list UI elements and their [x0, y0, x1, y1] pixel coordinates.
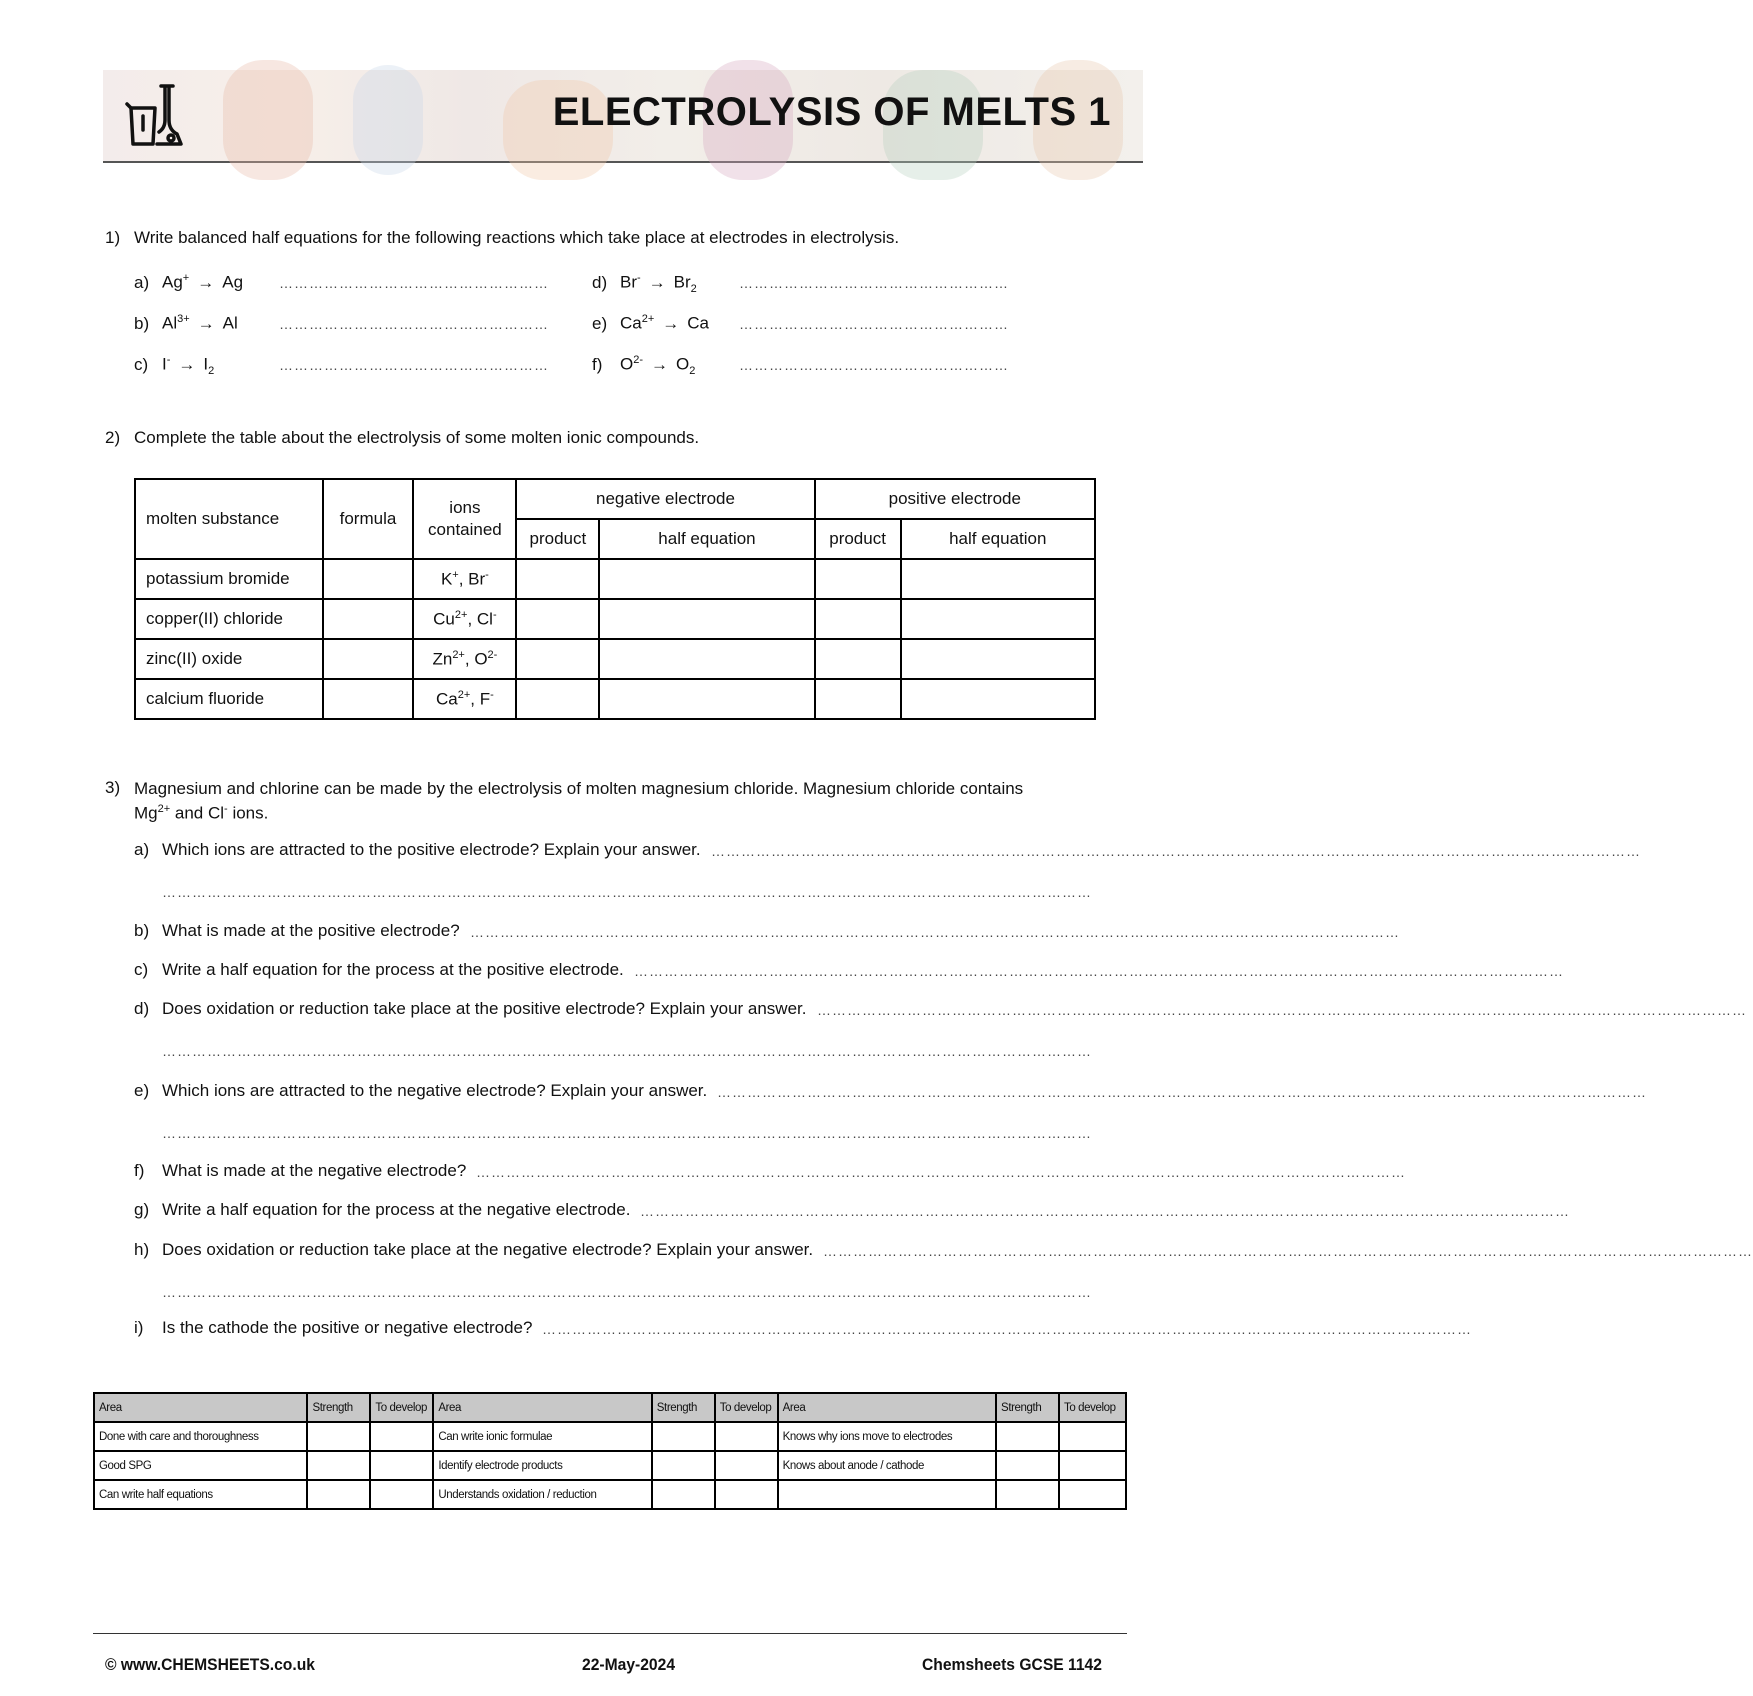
arrow: →: [197, 313, 215, 333]
ion-charge: -: [490, 688, 494, 701]
table-row: [135, 599, 1095, 639]
header-product: product: [815, 519, 901, 559]
answer-line[interactable]: ………………………………………………: [739, 275, 1009, 291]
ion: Ca: [436, 689, 458, 709]
equation-item: [134, 272, 243, 295]
answer-line[interactable]: ………………………………………………: [739, 357, 1009, 373]
negative-product-cell[interactable]: [516, 639, 599, 679]
answer-line-inline[interactable]: ……………………………………………………………………………………………………………………………………………………………………: [634, 963, 1564, 979]
formula-cell[interactable]: [323, 639, 414, 679]
header-half-equation: half equation: [599, 519, 814, 559]
equation-item: [134, 313, 238, 336]
negative-half-equation-cell[interactable]: [599, 559, 814, 599]
answer-line-inline[interactable]: ……………………………………………………………………………………………………………………………………………………………………: [640, 1203, 1570, 1219]
strength-checkbox[interactable]: [652, 1480, 715, 1509]
part-label: f): [134, 1161, 145, 1180]
answer-line[interactable]: ………………………………………………: [279, 316, 549, 332]
answer-line-inline[interactable]: ……………………………………………………………………………………………………………………………………………………………………: [717, 1084, 1647, 1100]
formula-cell[interactable]: [323, 679, 414, 719]
footer-date: 22-May-2024: [582, 1655, 676, 1674]
develop-checkbox[interactable]: [370, 1422, 433, 1451]
strength-header: Strength: [652, 1393, 715, 1422]
part-label: c): [134, 960, 149, 979]
part-question: Which ions are attracted to the positive electrode? Explain your answer.: [162, 840, 701, 859]
ions-cell: $Zn^{2+}$, $O^{2-}$: [413, 639, 516, 679]
answer-line[interactable]: ……………………………………………………………………………………………………………………………………………………………………: [162, 1043, 1092, 1059]
positive-product-cell[interactable]: [815, 559, 901, 599]
ions-cell: $Cu^{2+}$, Cl-: [413, 599, 516, 639]
product: Ag: [222, 272, 244, 292]
reactant: O: [620, 354, 634, 374]
ions-cell: K+, Br-: [413, 559, 516, 599]
answer-line[interactable]: ……………………………………………………………………………………………………………………………………………………………………: [162, 884, 1092, 900]
reactant-charge: 2+: [641, 313, 655, 325]
question-number: 1): [105, 228, 121, 247]
area-cell: Can write ionic formulae: [433, 1422, 651, 1451]
ion: O: [474, 649, 488, 669]
electrolysis-table: [134, 478, 1096, 720]
ion-formula: Mg: [134, 803, 158, 823]
lab-glassware-icon: [121, 80, 193, 152]
reactant: Al: [162, 313, 178, 333]
area-cell: Can write half equations: [94, 1480, 307, 1509]
answer-line-inline[interactable]: ……………………………………………………………………………………………………………………………………………………………………: [711, 843, 1641, 859]
table-row: [135, 559, 1095, 599]
ion-charge: -: [492, 608, 497, 621]
strength-checkbox[interactable]: [307, 1480, 370, 1509]
develop-checkbox[interactable]: [370, 1451, 433, 1480]
reactant-charge: 3+: [177, 313, 190, 325]
product: Al: [222, 313, 238, 333]
answer-line[interactable]: ……………………………………………………………………………………………………………………………………………………………………: [162, 1125, 1092, 1141]
answer-line[interactable]: ………………………………………………: [279, 357, 549, 373]
product: O: [676, 354, 690, 374]
footer-sheet-id: Chemsheets GCSE 1142: [922, 1655, 1102, 1674]
develop-checkbox[interactable]: [370, 1480, 433, 1509]
answer-line-inline[interactable]: ……………………………………………………………………………………………………………………………………………………………………: [823, 1243, 1753, 1259]
assessment-row: [94, 1422, 1126, 1451]
ion-charge: 2+: [157, 803, 171, 815]
answer-line[interactable]: ………………………………………………: [739, 316, 1009, 332]
develop-checkbox[interactable]: [715, 1422, 778, 1451]
item-label: f): [592, 354, 603, 374]
header-molten-substance: molten substance: [135, 479, 323, 559]
footer-divider: [93, 1633, 1127, 1634]
part-question: Which ions are attracted to the negative electrode? Explain your answer.: [162, 1081, 708, 1100]
reactant: Br: [620, 272, 637, 292]
question-number: 2): [105, 428, 121, 447]
assessment-grid: [93, 1392, 1127, 1510]
negative-half-equation-cell[interactable]: [599, 679, 814, 719]
negative-half-equation-cell[interactable]: [599, 639, 814, 679]
header-negative-electrode: negative electrode: [516, 479, 814, 519]
part-label: d): [134, 999, 150, 1018]
item-label: e): [592, 313, 608, 333]
develop-checkbox[interactable]: [715, 1480, 778, 1509]
area-header: Area: [778, 1393, 996, 1422]
substance-cell: calcium fluoride: [135, 679, 323, 719]
assessment-row: [94, 1451, 1126, 1480]
strength-checkbox[interactable]: [652, 1451, 715, 1480]
ion: F: [479, 689, 491, 709]
substance-cell: potassium bromide: [135, 559, 323, 599]
answer-line[interactable]: ………………………………………………: [279, 275, 549, 291]
product: Br: [673, 272, 691, 292]
area-cell: Understands oxidation / reduction: [433, 1480, 651, 1509]
question-number: 3): [105, 778, 121, 797]
equation-item: [134, 354, 214, 377]
part-label: a): [134, 840, 150, 859]
question-text: Write balanced half equations for the following reactions which take place at electrodes in electrolysis.: [134, 228, 900, 247]
item-label: c): [134, 354, 149, 374]
ion: Br: [468, 569, 486, 589]
part-label: i): [134, 1318, 144, 1337]
develop-checkbox[interactable]: [1059, 1480, 1126, 1509]
part-label: e): [134, 1081, 150, 1100]
part-question: What is made at the negative electrode?: [162, 1161, 467, 1180]
part-question: What is made at the positive electrode?: [162, 921, 460, 940]
negative-product-cell[interactable]: [516, 679, 599, 719]
header-ions: ions contained: [413, 479, 516, 559]
strength-checkbox[interactable]: [996, 1422, 1059, 1451]
formula-cell[interactable]: [323, 559, 414, 599]
area-header: Area: [94, 1393, 307, 1422]
area-cell: Done with care and thoroughness: [94, 1422, 307, 1451]
strength-checkbox[interactable]: [307, 1451, 370, 1480]
ion-charge: 2-: [487, 648, 498, 661]
answer-line-inline[interactable]: ……………………………………………………………………………………………………………………………………………………………………: [542, 1321, 1472, 1337]
equation-item: [592, 354, 695, 377]
area-cell: [778, 1480, 996, 1509]
arrow: →: [648, 272, 666, 292]
reactant: Ag: [162, 272, 183, 292]
positive-half-equation-cell[interactable]: [901, 599, 1095, 639]
ion-charge: -: [224, 803, 228, 815]
item-label: d): [592, 272, 608, 292]
develop-header: To develop: [715, 1393, 778, 1422]
answer-line-inline[interactable]: ……………………………………………………………………………………………………………………………………………………………………: [470, 924, 1400, 940]
formula-cell[interactable]: [323, 599, 414, 639]
assessment-row: [94, 1480, 1126, 1509]
answer-line-inline[interactable]: ……………………………………………………………………………………………………………………………………………………………………: [476, 1164, 1406, 1180]
question-intro: [134, 778, 1124, 824]
arrow: →: [651, 354, 669, 374]
area-cell: Knows why ions move to electrodes: [778, 1422, 996, 1451]
strength-header: Strength: [307, 1393, 370, 1422]
intro-end: ions.: [227, 803, 269, 823]
reactant-charge: -: [637, 272, 641, 284]
product-subscript: 2: [208, 365, 215, 378]
reactant: Ca: [620, 313, 642, 333]
equation-item: [592, 272, 697, 295]
develop-header: To develop: [1059, 1393, 1126, 1422]
footer-website: © www.CHEMSHEETS.co.uk: [105, 1655, 315, 1674]
strength-checkbox[interactable]: [996, 1451, 1059, 1480]
area-cell: Identify electrode products: [433, 1451, 651, 1480]
part-question: Does oxidation or reduction take place at the positive electrode? Explain your answer.: [162, 999, 807, 1018]
table-row: [135, 639, 1095, 679]
product-subscript: 2: [689, 365, 696, 378]
part-label: h): [134, 1240, 150, 1259]
item-label: b): [134, 313, 150, 333]
substance-cell: copper(II) chloride: [135, 599, 323, 639]
intro-line: Magnesium and chlorine can be made by the electrolysis of molten magnesium chloride. Magnesium chloride contains: [134, 779, 1024, 798]
part-question: Does oxidation or reduction take place at the negative electrode? Explain your answer.: [162, 1240, 814, 1259]
header-half-equation: half equation: [901, 519, 1095, 559]
substance-cell: zinc(II) oxide: [135, 639, 323, 679]
strength-checkbox[interactable]: [652, 1422, 715, 1451]
question-text: Complete the table about the electrolysis of some molten ionic compounds.: [134, 428, 700, 447]
strength-checkbox[interactable]: [996, 1480, 1059, 1509]
table-row: [135, 679, 1095, 719]
equation-item: [592, 313, 709, 336]
reactant: I: [162, 354, 167, 374]
ion-charge: 2+: [457, 688, 471, 701]
ion-charge: 2+: [452, 648, 465, 661]
arrow: →: [197, 272, 215, 292]
area-cell: Good SPG: [94, 1451, 307, 1480]
positive-product-cell[interactable]: [815, 679, 901, 719]
page-title: ELECTROLYSIS OF MELTS 1: [552, 90, 1111, 134]
ion: K: [440, 569, 453, 589]
develop-checkbox[interactable]: [1059, 1451, 1126, 1480]
part-question: Write a half equation for the process at the positive electrode.: [162, 960, 624, 979]
area-header: Area: [433, 1393, 651, 1422]
positive-half-equation-cell[interactable]: [901, 679, 1095, 719]
part-label: g): [134, 1200, 150, 1219]
reactant-charge: +: [182, 272, 190, 284]
arrow: →: [178, 354, 196, 374]
ions-cell: $Ca^{2+}$, F-: [413, 679, 516, 719]
item-label: a): [134, 272, 150, 292]
intro-and: and Cl: [170, 803, 225, 823]
reactant-charge: -: [166, 354, 171, 366]
positive-half-equation-cell[interactable]: [901, 639, 1095, 679]
positive-half-equation-cell[interactable]: [901, 559, 1095, 599]
strength-header: Strength: [996, 1393, 1059, 1422]
part-question: Is the cathode the positive or negative electrode?: [162, 1318, 533, 1337]
product-subscript: 2: [690, 283, 697, 296]
positive-product-cell[interactable]: [815, 639, 901, 679]
negative-half-equation-cell[interactable]: [599, 599, 814, 639]
part-label: b): [134, 921, 150, 940]
header-banner: [103, 70, 1143, 163]
develop-header: To develop: [370, 1393, 433, 1422]
header-positive-electrode: positive electrode: [815, 479, 1095, 519]
develop-checkbox[interactable]: [1059, 1422, 1126, 1451]
header-formula: formula: [323, 479, 414, 559]
negative-product-cell[interactable]: [516, 599, 599, 639]
strength-checkbox[interactable]: [307, 1422, 370, 1451]
header-product: product: [516, 519, 599, 559]
ion: Cl: [476, 609, 493, 629]
ion-charge: +: [452, 568, 459, 581]
ion-charge: -: [485, 568, 489, 581]
part-question: Write a half equation for the process at the negative electrode.: [162, 1200, 631, 1219]
positive-product-cell[interactable]: [815, 599, 901, 639]
arrow: →: [662, 313, 680, 333]
product: I: [203, 354, 209, 374]
ion: Cu: [433, 609, 455, 629]
product: Ca: [687, 313, 710, 333]
ion: Zn: [432, 649, 453, 669]
answer-line-inline[interactable]: ……………………………………………………………………………………………………………………………………………………………………: [817, 1002, 1747, 1018]
area-cell: Knows about anode / cathode: [778, 1451, 996, 1480]
reactant-charge: 2-: [633, 354, 644, 366]
ion-charge: 2+: [454, 608, 468, 621]
develop-checkbox[interactable]: [715, 1451, 778, 1480]
negative-product-cell[interactable]: [516, 559, 599, 599]
answer-line[interactable]: ……………………………………………………………………………………………………………………………………………………………………: [162, 1284, 1092, 1300]
